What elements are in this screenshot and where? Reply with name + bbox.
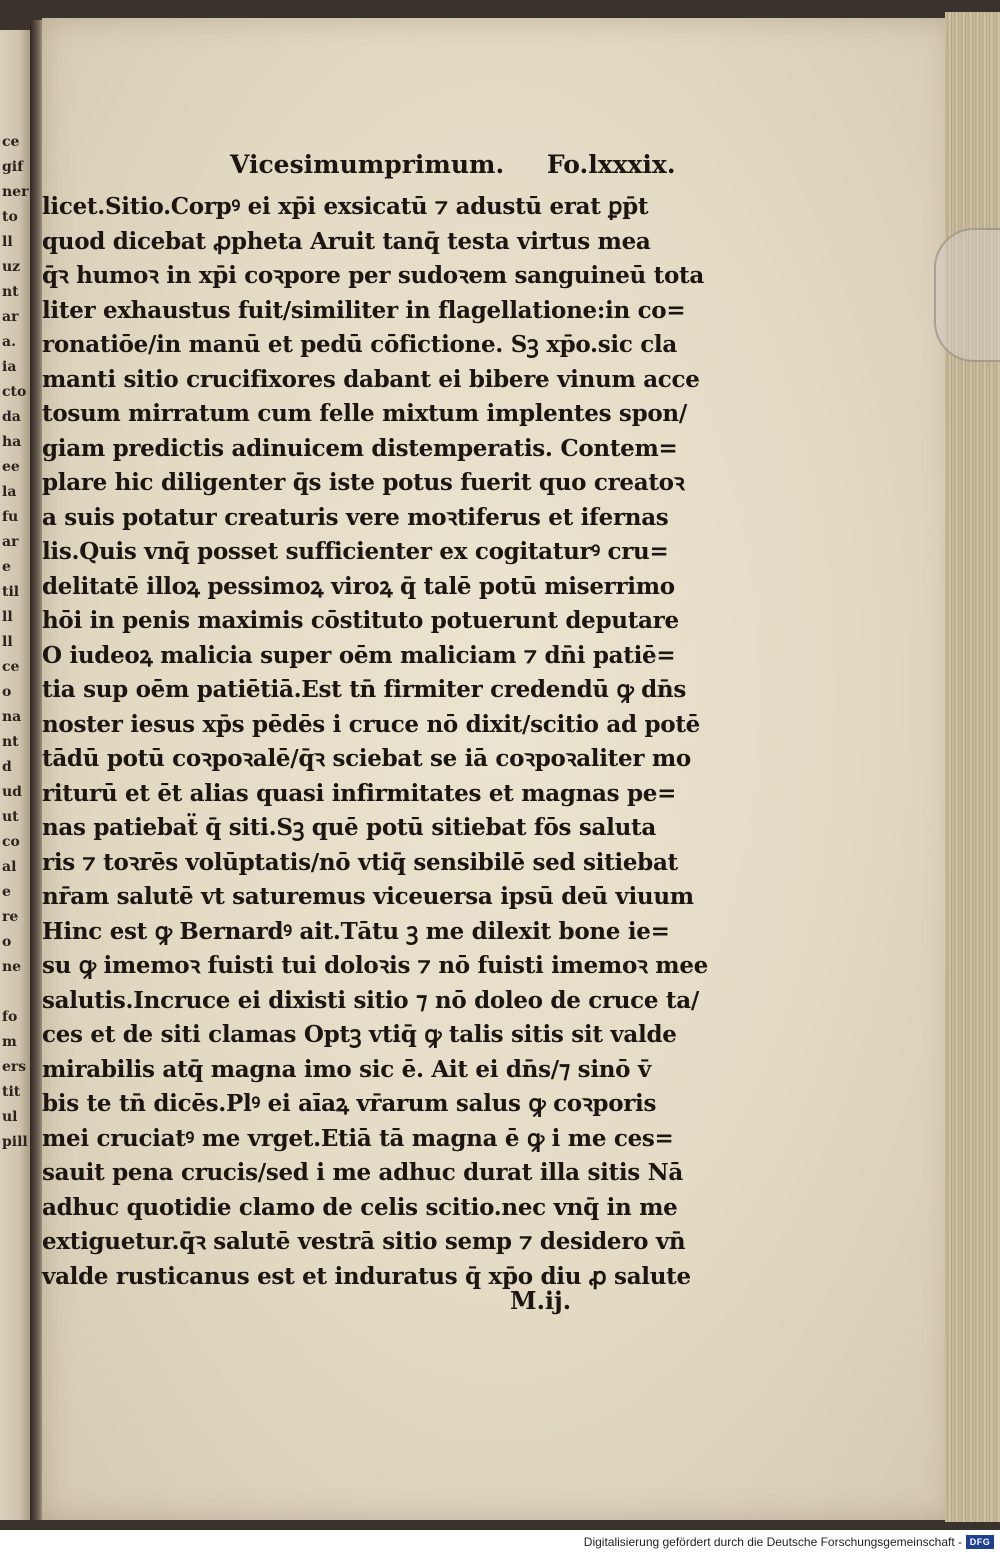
left-page-fragment: ul [2, 1109, 18, 1125]
text-line: valde rusticanus est et induratus q̄ xp̄o diu ꝓ salute [42, 1262, 691, 1290]
text-line: delitatē illoꝝ pessimoꝝ viroꝝ q̄ talē potū miserrimo [42, 572, 675, 600]
left-page-fragment: da [2, 409, 21, 425]
left-page-fragment: al [2, 859, 17, 875]
text-line: tādū potū coꝛpoꝛalē/q̄ꝛ sciebat se iā coꝛpoꝛaliter mo [42, 745, 691, 772]
folio-number: Fo.lxxxix. [546, 150, 676, 179]
left-page-fragment: cto [2, 384, 27, 400]
left-page-fragment [2, 980, 30, 1005]
left-page-fragment: ce [2, 134, 20, 150]
text-line: licet.Sitio.Corpꝰ ei xp̄i exsicatū ⁊ adustū erat ꝑp̄t [42, 193, 649, 220]
left-page-fragment: o [2, 684, 12, 700]
text-line: lis.Quis vnq̄ posset sufficienter ex cogitaturꝰ cru= [42, 538, 669, 565]
left-page-fragment: gif [2, 159, 24, 175]
text-line: tia sup oēm patiētiā.Est tn̄ firmiter credendū ꝙ dn̄s [42, 676, 687, 703]
text-line: hōi in penis maximis cōstituto potuerunt deputare [42, 607, 679, 634]
running-head [230, 150, 676, 179]
body-text [42, 190, 762, 1294]
text-line: q̄ꝛ humoꝛ in xp̄i coꝛpore per sudoꝛem sanguineū tota [42, 262, 704, 289]
left-page-fragment: ar [2, 309, 19, 325]
left-page-fragment: d [2, 759, 12, 775]
text-line: su ꝙ imemoꝛ fuisti tui doloꝛis ⁊ nō fuisti imemoꝛ mee [42, 952, 709, 979]
left-page-fragment: a. [2, 334, 16, 350]
text-line: mirabilis atq̄ magna imo sic ē. Ait ei dn̄s/⁊ sinō v̄ [42, 1055, 651, 1083]
footer-credit: Digitalisierung gefördert durch die Deutsche Forschungsgemeinschaft - [583, 1535, 962, 1549]
left-page-fragment: nt [2, 284, 19, 300]
left-page-fragment: ers [2, 1059, 27, 1075]
text-line: adhuc quotidie clamo de celis scitio.nec vnq̄ in me [42, 1193, 678, 1221]
left-page-edge [0, 30, 32, 1520]
left-page-fragment: ll [2, 234, 13, 250]
text-line: liter exhaustus fuit/similiter in flagellatione:in co= [42, 296, 686, 324]
text-line: extiguetur.q̄ꝛ salutē vestrā sitio semp ⁊ desidero vn̄ [42, 1228, 686, 1255]
text-line: giam predictis adinuicem distemperatis. Contem= [42, 434, 678, 462]
left-page-fragment: re [2, 909, 19, 925]
text-line: salutis.Incruce ei dixisti sitio ⁊ nō doleo de cruce ta/ [42, 986, 699, 1014]
text-line: sauit pena crucis/sed i me adhuc durat illa sitis Nā [42, 1159, 683, 1186]
text-line: Hinc est ꝙ Bernardꝰ ait.Tātu ꝫ me dilexit bone ie= [42, 917, 670, 945]
text-line: ris ⁊ toꝛrēs volūptatis/nō vtiq̄ sensibilē sed sitiebat [42, 848, 678, 876]
text-line: tosum mirratum cum felle mixtum implentes spon/ [42, 400, 687, 427]
left-page-fragment: ner [2, 184, 29, 200]
left-page-fragment: e [2, 559, 11, 575]
left-page-fragment: ee [2, 459, 20, 475]
left-page-fragment: na [2, 709, 22, 725]
glass-clip [934, 228, 1000, 362]
left-page-fragment: to [2, 209, 18, 225]
left-page-fragment: pill [2, 1134, 28, 1150]
left-page-fragment: o [2, 934, 12, 950]
left-page-fragment: ce [2, 659, 20, 675]
text-line: a suis potatur creaturis vere moꝛtiferus et ifernas [42, 503, 669, 531]
left-page-fragment: ha [2, 434, 22, 450]
left-page-fragment: m [2, 1034, 17, 1050]
left-page-fragment: til [2, 584, 20, 600]
left-page-fragment: ud [2, 784, 22, 800]
footer [0, 1530, 1000, 1555]
text-line: bis te tn̄ dicēs.Plꝰ ei aīaꝝ vr̄arum salus ꝙ coꝛporis [42, 1090, 657, 1117]
left-page-fragment: la [2, 484, 17, 500]
text-line: noster iesus xp̄s pēdēs i cruce nō dixit/scitio ad potē [42, 710, 700, 738]
left-page-fragment: ia [2, 359, 17, 375]
left-page-fragment: ll [2, 634, 13, 650]
left-page-fragment: ll [2, 609, 13, 625]
left-page-fragment: ar [2, 534, 19, 550]
left-page-fragment: uz [2, 259, 21, 275]
left-page-fragment: co [2, 834, 20, 850]
running-head-title: Vicesimumprimum. [230, 150, 505, 179]
left-page-fragments [2, 130, 30, 1155]
text-line: mei cruciatꝰ me vrget.Etiā tā magna ē ꝙ i me ces= [42, 1124, 674, 1152]
text-line: ces et de siti clamas Optꝫ vtiq̄ ꝙ talis sitis sit valde [42, 1021, 677, 1048]
left-page-fragment: nt [2, 734, 19, 750]
text-line: nr̄am salutē vt saturemus viceuersa ipsū deū viuum [42, 883, 694, 910]
left-page-fragment: e [2, 884, 11, 900]
text-line: riturū et ēt alias quasi infirmitates et magnas pe= [42, 779, 677, 807]
text-line: ronatiōe/in manū et pedū cōfictione. Sꝫ xp̄o.sic cla [42, 331, 677, 358]
left-page-fragment: fo [2, 1009, 18, 1025]
left-page-fragment: fu [2, 509, 19, 525]
left-page-fragment: ut [2, 809, 19, 825]
text-line: plare hic diligenter q̄s iste potus fuerit quo creatoꝛ [42, 469, 685, 496]
signature-mark: M.ij. [510, 1286, 572, 1315]
text-line: O iudeoꝝ malicia super oēm maliciam ⁊ dn̄i patiē= [42, 641, 676, 669]
left-page-fragment: ne [2, 959, 22, 975]
text-line: quod dicebat ꝓpheta Aruit tanq̄ testa virtus mea [42, 227, 651, 255]
text-line: manti sitio crucifixores dabant ei bibere vinum acce [42, 365, 700, 393]
dfg-logo: DFG [966, 1535, 994, 1549]
left-page-fragment: tit [2, 1084, 21, 1100]
text-line: nas patiebaẗ q̄ siti.Sꝫ quē potū sitiebat fōs saluta [42, 814, 656, 841]
